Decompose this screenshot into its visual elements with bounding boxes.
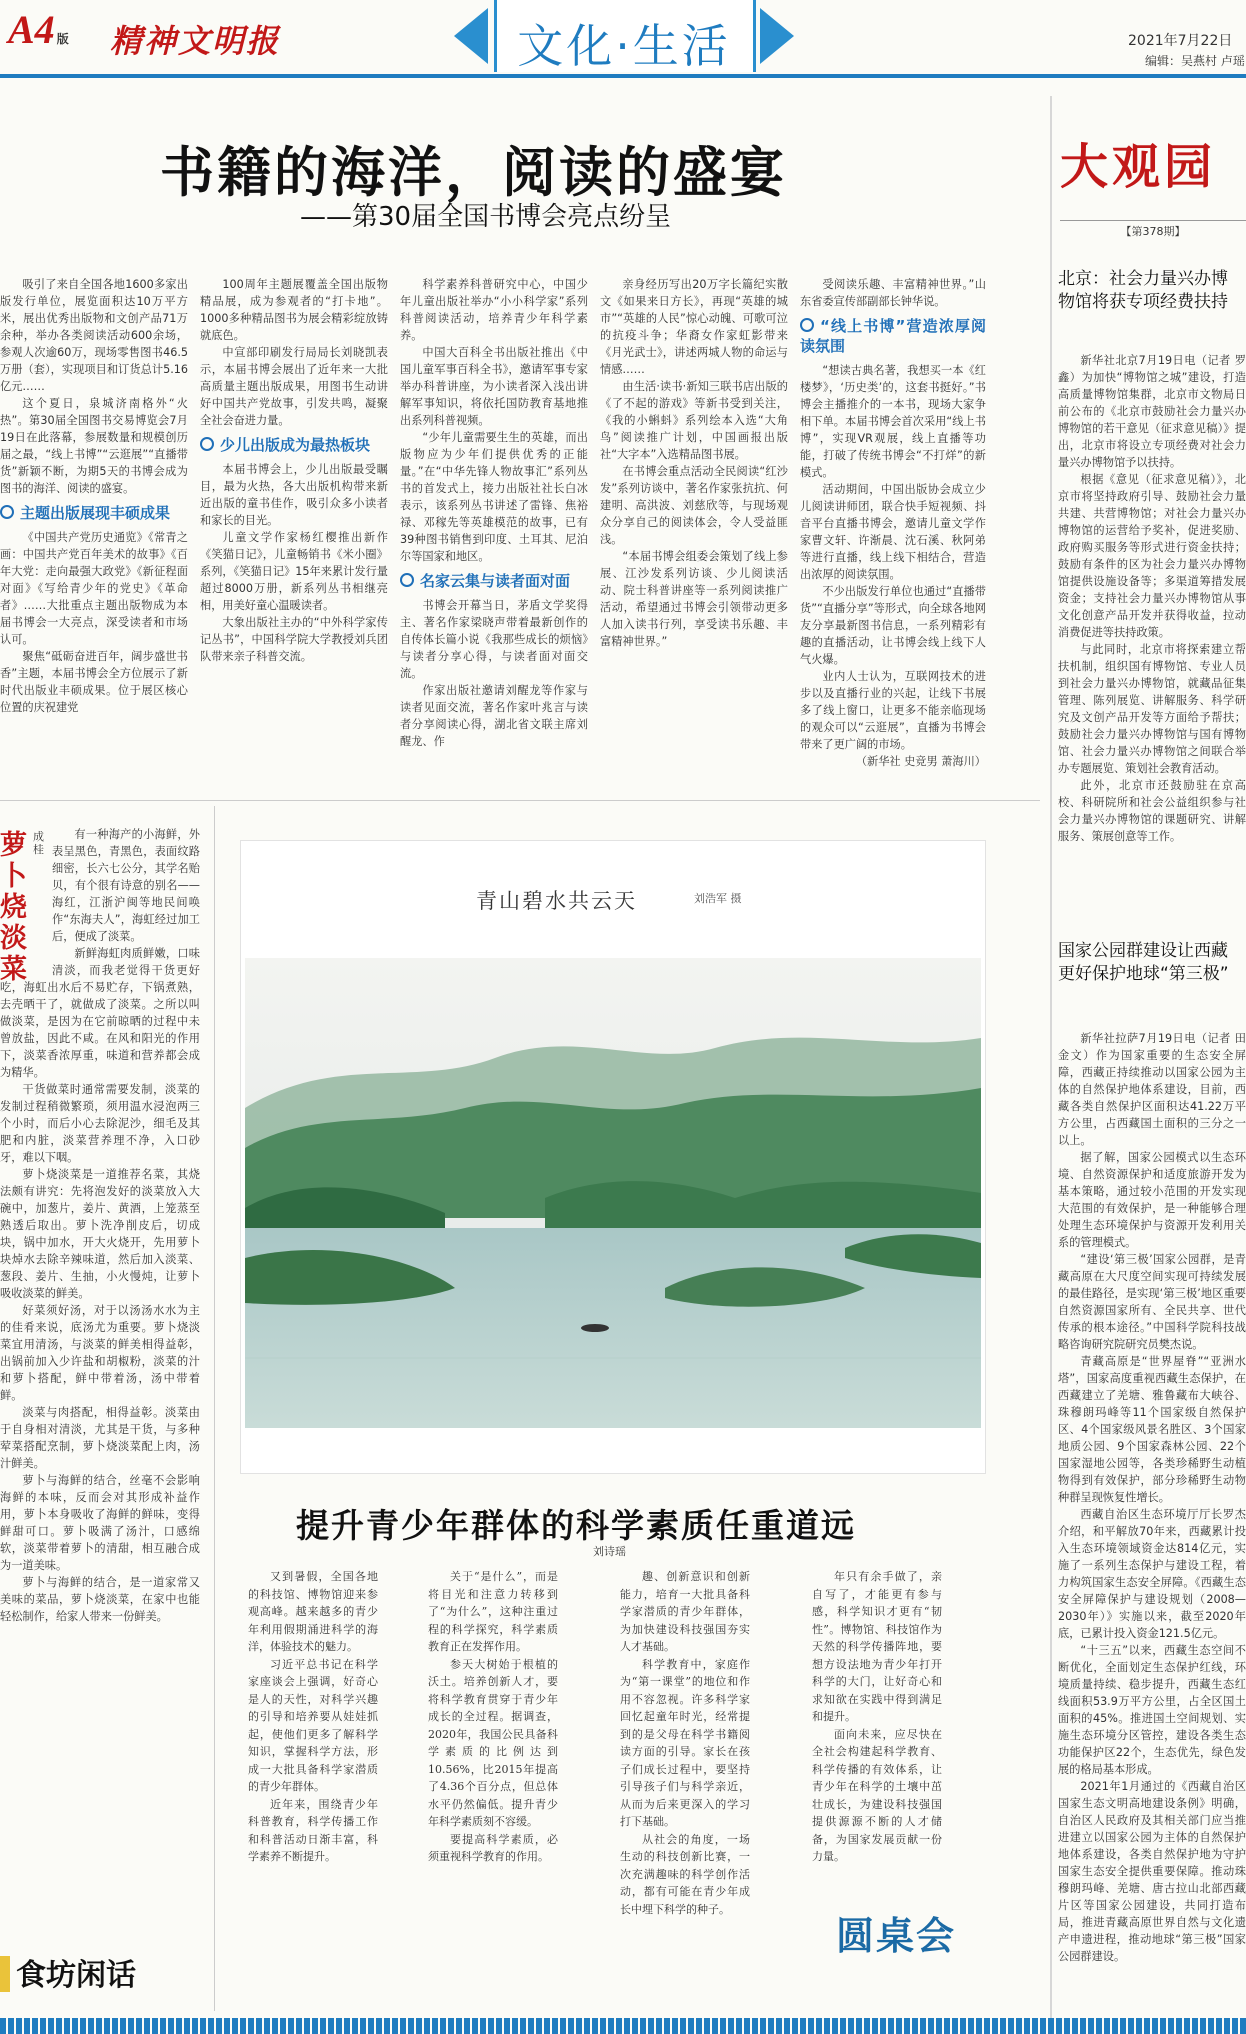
sidebar-logo: 大观园 bbox=[1060, 139, 1217, 195]
food-article-title: 萝卜烧淡菜 bbox=[0, 830, 27, 985]
science-article-title: 提升青少年群体的科学素质任重道远 bbox=[296, 1506, 856, 1545]
paragraph: 好菜须好汤，对于以汤汤水水为主的佳肴来说，底汤尤为重要。萝卜烧淡菜宜用清汤，与淡菜的鲜美相得益彰，出锅前加入少许盐和胡椒粉，淡菜的汁和萝卜搭配，鲜中带着汤，汤中带着鲜。 bbox=[0, 1304, 200, 1402]
paragraph: 青藏高原是“世界屋脊”“亚洲水塔”，国家高度重视西藏生态保护，在西藏建立了羌塘、雅鲁藏布大峡谷、珠穆朗玛峰等11个国家级自然保护区、4个国家级风景名胜区、3个国家地质公园、9个国家森林公园、22个国家湿地公园等，各类珍稀野生动植物得到有效保护，部分珍稀野生动物种群呈现恢复性增长。 bbox=[1058, 1355, 1246, 1504]
science-column-2 bbox=[428, 1568, 558, 1988]
paragraph: 作家出版社邀请刘醒龙等作家与读者见面交流，著名作家叶兆言与读者分享阅读心得，湖北省文联主席刘醒龙、作 bbox=[400, 684, 588, 748]
paragraph: 2021年1月通过的《西藏自治区国家生态文明高地建设条例》明确，自治区人民政府及其相关部门应当推进建立以国家公园为主体的自然保护地体系建设，各类自然保护地为守护国家生态安全提供重要保障。推动珠穆朗玛峰、羌塘、唐古拉山北部西藏片区等国家公园建设，共同打造布局，推进青藏高原世界自然与文化遗产申遗进程，推动地球“第三极”国家公园群建设。 bbox=[1058, 1780, 1246, 1963]
paragraph: “十三五”以来，西藏生态空间不断优化，全面划定生态保护红线，环境质量持续、稳步提升，西藏生态红线面积53.9万平方公里，占全区国土面积的45%。推进国土空间规划、实施生态环境分区管控，建设各类生态功能保护区22个，生态优先，绿色发展的格局基本形成。 bbox=[1058, 1644, 1246, 1776]
paragraph: 关于“是什么”，而是将目光和注意力转移到了“为什么”，这种注重过程的科学探究，科学素质教育正在发挥作用。 bbox=[428, 1570, 558, 1653]
food-column-logo: 食坊闲话 bbox=[16, 1958, 136, 1993]
roundtable-column-logo: 圆桌会 bbox=[836, 1913, 957, 1958]
paragraph: 从社会的角度，一场生动的科技创新比赛，一次充满趣味的科学创作活动，都有可能在青少年成长中埋下科学的种子。 bbox=[620, 1832, 750, 1916]
paragraph: 萝卜与海鲜的结合，丝毫不会影响海鲜的本味，反而会对其形成补益作用，萝卜本身吸收了海鲜的鲜味，变得鲜甜可口。萝卜吸满了汤汁，口感绵软，淡菜带着萝卜的清甜，相互融合成为一道美味。 bbox=[0, 1474, 200, 1572]
food-article-author: 成 桂 bbox=[33, 830, 44, 856]
science-column-1 bbox=[248, 1568, 378, 1988]
paragraph: 中国大百科全书出版社推出《中国儿童军事百科全书》，邀请军事专家举办科普讲座，为小读者深入浅出讲解军事知识，将依托国防教育基地推出系列科普视频。 bbox=[400, 346, 588, 427]
paragraph: 干货做菜时通常需要发制，淡菜的发制过程稍微繁琐，须用温水浸泡两三个小时，而后小心去除泥沙，细毛及其肥和内脏，淡菜营养理不净，入口砂牙，难以下咽。 bbox=[0, 1083, 200, 1164]
sidebar-article-title: 国家公园群建设让西藏更好保护地球“第三极” bbox=[1058, 941, 1229, 984]
main-subheadline: ——第30届全国书博会亮点纷呈 bbox=[300, 202, 672, 232]
paragraph: 淡菜与肉搭配，相得益彰。淡菜由于自身相对清淡，尤其是干货，与多种荤菜搭配烹制，萝卜烧淡菜配上肉，汤汁鲜美。 bbox=[0, 1406, 200, 1470]
circle-bullet-icon bbox=[0, 505, 14, 519]
paragraph: 又到暑假，全国各地的科技馆、博物馆迎来参观高峰。越来越多的青少年利用假期涌进科学的海洋，体验技术的魅力。 bbox=[248, 1570, 378, 1653]
paragraph: 近年来，围绕青少年科普教育，科学传播工作和科普活动日渐丰富，科学素养不断提升。 bbox=[248, 1797, 378, 1863]
circle-bullet-icon bbox=[200, 437, 214, 451]
issue-date: 2021年7月22日 bbox=[1128, 33, 1233, 49]
science-article-author: 刘诗瑶 bbox=[593, 1545, 626, 1558]
landscape-painting bbox=[245, 958, 981, 1428]
paragraph: 由生活·读书·新知三联书店出版的《了不起的游戏》等新书受到关注，《我的小蝌蚪》系列绘本入选“大角鸟”阅读推广计划，中国画报出版社“大字本”入选精品图书展。 bbox=[600, 380, 788, 461]
sidebar-issue-number: 【第378期】 bbox=[1060, 220, 1246, 239]
science-column-3 bbox=[620, 1568, 750, 1988]
paragraph: 据了解，国家公园模式以生态环境、自然资源保护和适度旅游开发为基本策略，通过较小范围的开发实现大范围的有效保护，是一种能够合理处理生态环境保护与资源开发利用关系的管理模式。 bbox=[1058, 1151, 1246, 1249]
paragraph: “少年儿童需要生生的英雄，而出版物应为少年们提供优秀的正能量。”在“中华先锋人物故事汇”系列丛书的首发式上，接力出版社社长白冰表示，该系列丛书讲述了雷锋、焦裕禄、邓稼先等英雄模范的故事，已有39种图书销售到印度、土耳其、尼泊尔等国家和地区。 bbox=[400, 431, 588, 563]
paragraph: 科学教育中，家庭作为“第一课堂”的地位和作用不容忽视。许多科学家回忆起童年时光，经常提到的是父母在科学书籍阅读方面的引导。家长在孩子们成长过程中，要坚持引导孩子们与科学亲近，从而为后来更深入的学习打下基础。 bbox=[620, 1657, 750, 1828]
paragraph: 习近平总书记在科学家座谈会上强调，好奇心是人的天性，对科学兴趣的引导和培养要从娃娃抓起，使他们更多了解科学知识，掌握科学方法，形成一大批具备科学家潜质的青少年群体。 bbox=[248, 1657, 378, 1793]
paragraph: 受阅读乐趣、丰富精神世界。”山东省委宣传部副部长钟华说。 bbox=[800, 278, 986, 308]
bottom-stripe bbox=[0, 2018, 1246, 2034]
paragraph: 活动期间，中国出版协会成立少儿阅读讲师团，联合快手短视频、抖音平台直播书博会，邀请儿童文学作家曹文轩、许渐晨、沈石溪、秋阿弟等进行直播，线上线下相结合，营造出浓厚的阅读氛围。 bbox=[800, 483, 986, 581]
paragraph: 这个夏日，泉城济南格外“火热”。第30届全国图书交易博览会7月19日在此落幕，参展数量和规模创历届之最，“线上书博”“云逛展”“直播带货”新颖不断，为期5天的书博会成为图书的海洋、阅读的盛宴。 bbox=[0, 397, 188, 495]
paragraph: 科学素养科普研究中心，中国少年儿童出版社举办“小小科学家”系列科普阅读活动，培养青少年科学素养。 bbox=[400, 278, 588, 342]
sidebar-divider bbox=[1050, 96, 1052, 2021]
paragraph: 新华社北京7月19日电（记者 罗鑫）为加快“博物馆之城”建设，打造高质量博物馆集群，北京市文物局日前公布的《北京市鼓励社会力量兴办博物馆的若干意见（征求意见稿）》提出，北京市将设立专项经费对社会力量兴办博物馆予以扶持。 bbox=[1058, 354, 1246, 469]
page-number: A4 版 bbox=[8, 7, 69, 52]
paragraph: 书博会开幕当日，茅盾文学奖得主、著名作家梁晓声带着最新创作的自传体长篇小说《我那些成长的烦恼》与读者分享心得，与读者面对面交流。 bbox=[400, 599, 588, 680]
paragraph: 参天大树始于根植的沃土。培养创新人才，要将科学教育贯穿于青少年成长的全过程。据调查，2020年，我国公民具备科学素质的比例达到10.56%，比2015年提高了4.36个百分点，但总体水平仍然偏低。提升青少年科学素质刻不容缓。 bbox=[428, 1657, 558, 1828]
paragraph: 趣、创新意识和创新能力，培育一大批具备科学家潜质的青少年群体，为加快建设科技强国夯实人才基础。 bbox=[620, 1570, 750, 1653]
section-title: 文化·生活 bbox=[517, 19, 731, 73]
paragraph: 《中国共产党历史通览》《常青之画：中国共产党百年美术的故事》《百年大党：走向最强大政党》《新征程面对面》《写给青少年的党史》《革命者》……大批重点主题出版物成为本届书博会一大亮点，深受读者和市场认可。 bbox=[0, 531, 188, 646]
paragraph: 不少出版发行单位也通过“直播带货”“直播分享”等形式，向全球各地网友分享最新图书信息，一系列精彩有趣的直播活动，让书博会线上线下人气火爆。 bbox=[800, 585, 986, 666]
paragraph: 萝卜与海鲜的结合，是一道家常又美味的菜品，萝卜烧淡菜，在家中也能轻松制作，给家人带来一份鲜美。 bbox=[0, 1576, 200, 1623]
paragraph: 吸引了来自全国各地1600多家出版发行单位，展览面积达10万平方米，展出优秀出版物和文创产品71万余种，举办各类阅读活动600余场，参观人次逾60万，现场零售图书46.5万册（套），实现项目和订货总计5.16亿元…… bbox=[0, 278, 188, 393]
header-rule bbox=[0, 74, 1246, 78]
paragraph: 根据《意见（征求意见稿）》，北京市将坚持政府引导、鼓励社会力量共建、共营博物馆；对社会力量兴办博物馆的运营给予奖补，促进奖励、政府购买服务等形式进行资金扶持；鼓励有条件的区为社会力量兴办博物馆提供设施设备等；多渠道筹措发展资金；支持社会力量兴办博物馆从事文化创意产品开发并获得收益，拉动消费促进等扶持政策。 bbox=[1058, 473, 1246, 639]
divider bbox=[214, 806, 215, 2011]
paragraph: 要提高科学素质，必须重视科学教育的作用。 bbox=[428, 1832, 558, 1863]
paragraph: “本届书博会组委会策划了线上参展、江沙发系列访谈、少儿阅读活动、院士科普讲座等一系列阅读推广活动，希望通过书博会引领带动更多人加入读书行列，享受读书乐趣、丰富精神世界。” bbox=[600, 550, 788, 648]
paragraph: 新鲜海虹肉质鲜嫩，口味清淡，而我老觉得干货更好吃，海虹出水后不易贮存，下锅煮熟，去壳晒干了，就做成了淡菜。之所以叫做淡菜，是因为在它前晾晒的过程中未曾放盐，因此不咸。在风和阳光的作用下，淡菜香浓厚重，味道和营养都会成为精华。 bbox=[0, 947, 200, 1079]
paragraph: “想读古典名著，我想买一本《红楼梦》，‘历史类’的，这套书挺好。”书博会主播推介的一本书，现场大家争相下单。本届书博会首次采用“线上书博”，实现VR观展，线上直播等功能，打破了传统书博会“不打烊”的新模式。 bbox=[800, 364, 986, 479]
section-banner bbox=[454, 0, 794, 72]
article-column-3 bbox=[400, 276, 588, 786]
editor-credit: 编辑：吴燕村 卢瑶 bbox=[1145, 54, 1245, 68]
food-article-body bbox=[0, 826, 200, 1940]
paragraph: 西藏自治区生态环境厅厅长罗杰介绍，和平解放70年来，西藏累计投入生态环境领域资金达814亿元，实施了一系列生态保护与建设工程，着力构筑国家生态安全屏障。《西藏生态安全屏障保护与建设规划（2008—2030年）》实施以来，截至2020年底，已累计投入资金121.5亿元。 bbox=[1058, 1508, 1246, 1640]
section-subheading: 名家云集与读者面对面 bbox=[400, 571, 588, 591]
article-column-1 bbox=[0, 276, 188, 786]
science-column-4 bbox=[812, 1568, 942, 1868]
section-subheading: 主题出版展现丰硕成果 bbox=[0, 503, 188, 523]
divider bbox=[0, 800, 1040, 801]
section-subheading: 少儿出版成为最热板块 bbox=[200, 435, 388, 455]
article-column-5 bbox=[800, 276, 986, 786]
paragraph: “建设‘第三极’国家公园群，是青藏高原在大尺度空间实现可持续发展的最佳路径，是实现‘第三极’地区重要自然资源国家所有、全民共享、世代传承的根本途径。”中国科学院科技战略咨询研究院研究员樊杰说。 bbox=[1058, 1253, 1246, 1351]
paragraph: 萝卜烧淡菜是一道推荐名菜，其烧法颇有讲究：先将泡发好的淡菜放入大碗中，加葱片，姜片、黄酒，上笼蒸至熟透后取出。萝卜洗净削皮后，切成块，锅中加水，开大火烧开，先用萝卜块焯水去除辛辣味道，然后加入淡菜、葱段、姜片、生抽，小火慢炖，让萝卜吸收淡菜的鲜美。 bbox=[0, 1168, 200, 1300]
sidebar-article-body bbox=[1058, 1030, 1246, 2010]
article-column-4 bbox=[600, 276, 788, 786]
paragraph: 面向未来，应尽快在全社会构建起科学教育、科学传播的有效体系，让青少年在科学的土壤中茁壮成长，为建设科技强国提供源源不断的人才储备，为国家发展贡献一份力量。 bbox=[812, 1727, 942, 1863]
newspaper-masthead: 精神文明报 bbox=[110, 22, 281, 60]
paragraph: 在书博会重点活动全民阅读“红沙发”系列访谈中，著名作家张抗抗、何建明、高洪波、刘慈欣等，与现场观众分享自己的阅读体会，令人受益匪浅。 bbox=[600, 465, 788, 546]
painting-author: 刘浩军 摄 bbox=[694, 892, 742, 905]
circle-bullet-icon bbox=[800, 318, 814, 332]
paragraph: 此外，北京市还鼓励驻在京高校、科研院所和社会公益组织参与社会力量兴办博物馆的课题研究、讲解服务、策展创意等工作。 bbox=[1058, 779, 1246, 843]
paragraph: 大象出版社主办的“中外科学家传记丛书”，中国科学院大学教授刘兵团队带来亲子科普交流。 bbox=[200, 616, 388, 663]
article-column-2 bbox=[200, 276, 388, 786]
byline: （新华社 史竞男 萧海川） bbox=[855, 755, 986, 768]
sidebar-article-body bbox=[1058, 352, 1246, 912]
paragraph: 业内人士认为，互联网技术的进步以及直播行业的兴起，让线下书展多了线上窗口，让更多不能亲临现场的观众可以“云逛展”，直播为书博会带来了更广阔的市场。 bbox=[800, 670, 986, 751]
sidebar-article-title: 北京：社会力量兴办博物馆将获专项经费扶持 bbox=[1058, 269, 1228, 312]
logo-accent-bar bbox=[0, 1956, 10, 1992]
main-headline: 书籍的海洋，阅读的盛宴 bbox=[160, 141, 787, 204]
paragraph: 本届书博会上，少儿出版最受瞩目，最为火热，各大出版机构带来新近出版的童书佳作，吸引众多小读者和家长的目光。 bbox=[200, 463, 388, 527]
paragraph: 儿童文学作家杨红樱推出新作《笑猫日记》，儿童畅销书《米小圈》系列，《笑猫日记》15年来累计发行量超过8000万册，新系列丛书相继亮相，用美好童心温暖读者。 bbox=[200, 531, 388, 612]
paragraph: 100周年主题展覆盖全国出版物精品展，成为参观者的“打卡地”。1000多种精品图书为展会精彩绽放铸就底色。 bbox=[200, 278, 388, 342]
section-subheading: “线上书博”营造浓厚阅读氛围 bbox=[800, 317, 986, 355]
paragraph: 新华社拉萨7月19日电（记者 田金文）作为国家重要的生态安全屏障，西藏正持续推动以国家公园为主体的自然保护地体系建设，目前，西藏各类自然保护区面积达41.22万平方公里，占西藏国土面积的三分之一以上。 bbox=[1058, 1032, 1246, 1147]
paragraph: 有一种海产的小海鲜，外表呈黑色，青黑色，表面纹路细密，长六七公分，其学名贻贝，有个很有诗意的别名——海红，江浙沪闽等地民间唤作“东海夫人”，海虹经过加工后，便成了淡菜。 bbox=[52, 828, 200, 943]
paragraph: 亲身经历写出20万字长篇纪实散文《如果来日方长》，再现“英雄的城市”“英雄的人民”惊心动魄、可歌可泣的抗疫斗争；华裔女作家虹影带来《月光武士》，讲述两城人物的命运与情感…… bbox=[600, 278, 788, 376]
circle-bullet-icon bbox=[400, 573, 414, 587]
paragraph: 中宣部印刷发行局局长刘晓凯表示，本届书博会展出了近年来一大批高质量主题出版成果，用图书生动讲好中国共产党故事，引发共鸣，凝聚全社会奋进力量。 bbox=[200, 346, 388, 427]
paragraph: 聚焦“砥砺奋进百年，阔步盛世书香”主题，本届书博会全方位展示了新时代出版业丰硕成果。位于展区核心位置的庆祝建党 bbox=[0, 650, 188, 714]
right-arrow-icon bbox=[760, 8, 794, 64]
paragraph: 年只有余手做了，亲自写了，才能更有参与感，科学知识才更有“韧性”。博物馆、科技馆作为天然的科学传播阵地，要想方设法地为青少年打开科学的大门，让好奇心和求知欲在实践中得到满足和提升。 bbox=[812, 1570, 942, 1723]
paragraph: 与此同时，北京市将探索建立帮扶机制，组织国有博物馆、专业人员到社会力量兴办博物馆，就藏品征集管理、陈列展览、讲解服务、科学研究及文创产品开发等方面给予帮扶；鼓励社会力量兴办博物馆与国有博物馆、社会力量兴办博物馆之间联合举办专题展览、策划社会教育活动。 bbox=[1058, 643, 1246, 775]
painting-title: 青山碧水共云天 bbox=[476, 889, 637, 913]
